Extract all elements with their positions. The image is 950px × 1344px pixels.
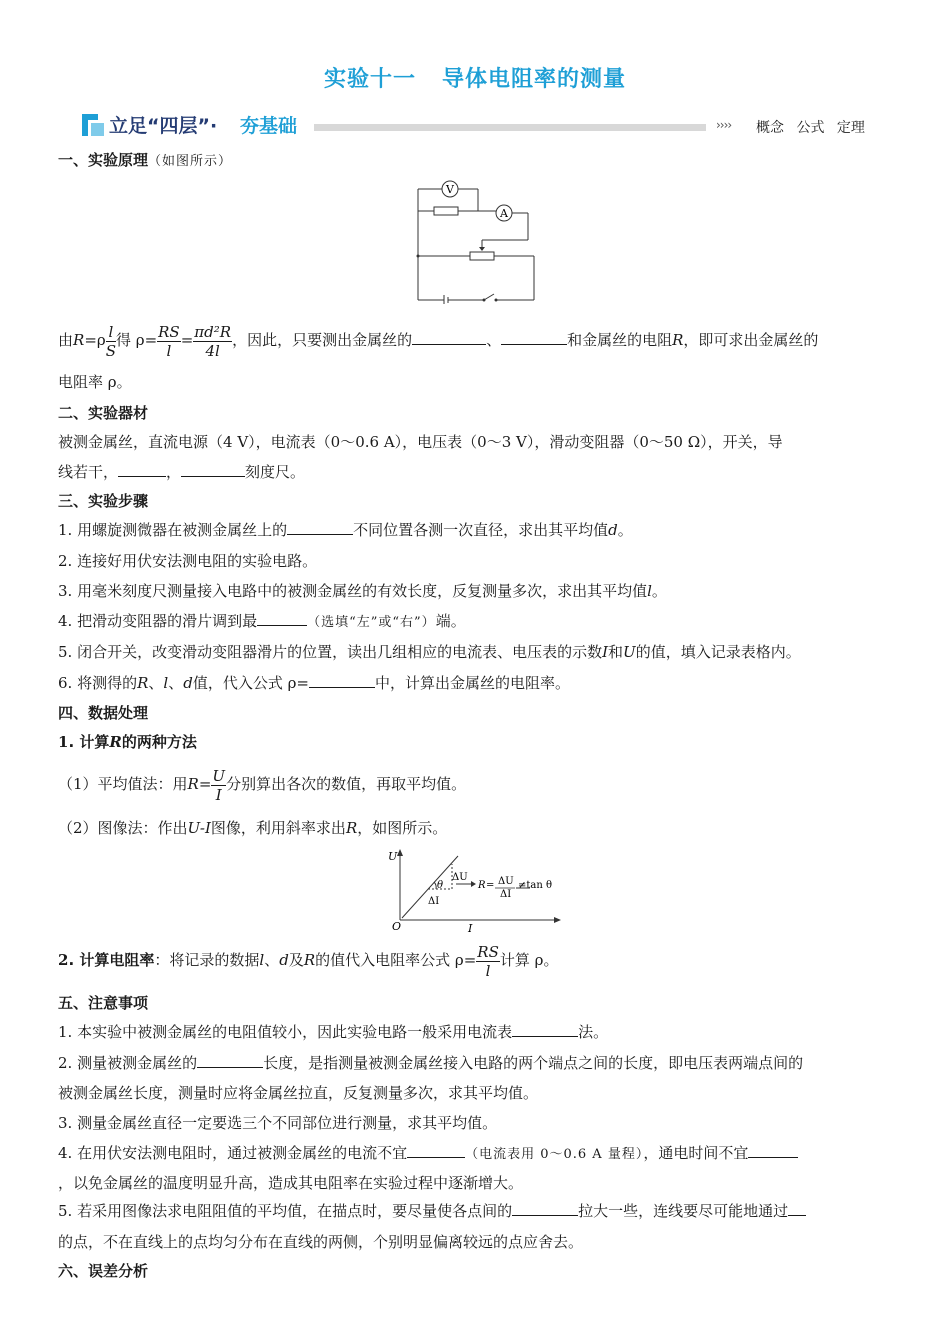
- text: 2. 测量被测金属丝的: [58, 1054, 198, 1072]
- text: =ρ: [84, 331, 106, 349]
- var-R: R: [303, 951, 316, 969]
- text: （选填“左”或“右”）: [307, 615, 436, 630]
- heading-text: 一、实验原理: [58, 151, 149, 169]
- answer-blank[interactable]: [512, 1022, 578, 1037]
- var-I: I: [602, 643, 609, 661]
- banner-main-text: 立足“四层”·: [109, 115, 218, 137]
- answer-blank[interactable]: [407, 1143, 465, 1158]
- page-title: [0, 62, 950, 93]
- section-6-heading: 六、误差分析: [58, 1262, 149, 1280]
- answer-blank[interactable]: [748, 1143, 798, 1158]
- text: 、: [486, 331, 502, 349]
- equipment-line-2: [58, 462, 305, 482]
- text: 线若干，: [58, 463, 119, 481]
- answer-blank[interactable]: [181, 462, 245, 477]
- text: 图像，利用斜率求出: [210, 819, 346, 837]
- text: 计算 ρ。: [499, 951, 559, 969]
- fraction-RS-over-l: [157, 323, 181, 360]
- text: 1. 本实验中被测金属丝的电阻值较小，因此实验电路一般采用电流表: [58, 1023, 513, 1041]
- note-5: [58, 1201, 806, 1221]
- frac-den: S: [105, 341, 116, 360]
- graph-x-label: I: [468, 922, 473, 935]
- step-1: [58, 520, 633, 540]
- frac-den: 4l: [205, 341, 220, 360]
- text: 的值代入电阻率公式 ρ=: [315, 951, 477, 969]
- ammeter-label: A: [500, 207, 508, 220]
- note-4-cont: ，以免金属丝的温度明显升高，造成其电阻率在实验过程中逐渐增大。: [58, 1174, 524, 1192]
- text: 4. 把滑动变阻器的滑片调到最: [58, 612, 258, 630]
- text: 法。: [578, 1023, 609, 1041]
- graph-dU-label: ΔU: [452, 872, 468, 883]
- note-2-cont: 被测金属丝长度，测量时应将金属丝拉直，反复测量多次，求其平均值。: [58, 1084, 539, 1102]
- text: 得 ρ=: [115, 331, 158, 349]
- var-R: R: [187, 775, 199, 793]
- frac-den: l: [485, 961, 491, 980]
- answer-blank[interactable]: [118, 462, 166, 477]
- note-4: [58, 1143, 798, 1165]
- graph-frac-num: ΔU: [498, 876, 514, 887]
- var-d: d: [183, 674, 193, 692]
- u-i-graph: [388, 846, 568, 936]
- text: . 计算电阻率: [68, 951, 155, 969]
- text: . 计算: [68, 733, 110, 751]
- var-UI: U-I: [187, 819, 211, 837]
- text: ，如图所示。: [357, 819, 448, 837]
- subheading-2: [58, 938, 558, 982]
- note-2: [58, 1053, 803, 1073]
- answer-blank[interactable]: [412, 330, 486, 345]
- section-1-heading: [58, 150, 232, 172]
- var-l: l: [259, 951, 265, 969]
- text: ，通电时间不宜: [643, 1144, 749, 1162]
- text: =: [198, 775, 212, 793]
- text: 中，计算出金属丝的电阻率。: [375, 674, 571, 692]
- principle-formula-line: [58, 318, 818, 362]
- frac-num: l: [106, 323, 116, 342]
- step-4: [58, 611, 466, 633]
- title-left: 实验十一: [323, 67, 416, 92]
- frac-num: πd²R: [194, 322, 232, 341]
- text: 值，代入公式 ρ=: [192, 674, 309, 692]
- text: 拉大一些，连线要尽可能地通过: [578, 1202, 789, 1220]
- step-5: [58, 642, 801, 662]
- fraction-RS-over-l: [476, 943, 500, 980]
- text: 。: [617, 521, 633, 539]
- answer-blank[interactable]: [197, 1053, 263, 1068]
- text: 、: [168, 674, 184, 692]
- graph-eq-label: =: [486, 880, 495, 891]
- text: ，因此，只要测出金属丝的: [232, 331, 413, 349]
- var-d: d: [608, 521, 618, 539]
- text: 端。: [435, 612, 466, 630]
- text: 5. 若采用图像法求电阻阻值的平均值，在描点时，要尽量使各点间的: [58, 1202, 513, 1220]
- answer-blank[interactable]: [501, 330, 567, 345]
- graph-origin-label: O: [392, 920, 402, 933]
- text: 不同位置各测一次直径，求出其平均值: [353, 521, 609, 539]
- text: 2: [58, 951, 69, 969]
- section-5-heading: 五、注意事项: [58, 994, 149, 1012]
- text: （1）平均值法：用: [58, 775, 188, 793]
- heading-note: （如图所示）: [148, 154, 233, 169]
- text: 、: [148, 674, 164, 692]
- var-d: d: [279, 951, 289, 969]
- frac-den: l: [166, 341, 172, 360]
- graph-frac-den: ΔI: [500, 889, 512, 900]
- text: =: [180, 331, 194, 349]
- banner-corner-icon: [78, 110, 108, 140]
- text: ，即可求出金属丝的: [683, 331, 819, 349]
- text: （电流表用 0～0.6 A 量程）: [465, 1147, 644, 1162]
- var-l: l: [163, 674, 169, 692]
- var-U: U: [623, 643, 636, 661]
- text: 、: [264, 951, 280, 969]
- title-right: 导体电阻率的测量: [442, 67, 627, 92]
- var-R: R: [672, 331, 684, 349]
- method-1: [58, 762, 466, 806]
- text: 4. 在用伏安法测电阻时，通过被测金属丝的电流不宜: [58, 1144, 408, 1162]
- fraction-U-over-I: [211, 767, 226, 804]
- note-5-cont: 的点，不在直线上的点均匀分布在直线的两侧，个别明显偏离较远的点应舍去。: [58, 1233, 584, 1251]
- answer-blank[interactable]: [309, 673, 375, 688]
- graph-neq-label: ≠tan θ: [518, 880, 552, 891]
- answer-blank[interactable]: [788, 1201, 806, 1216]
- text: 和: [608, 643, 624, 661]
- step-3: [58, 581, 667, 601]
- text: 1: [58, 733, 69, 751]
- principle-continuation: 电阻率 ρ。: [58, 373, 132, 391]
- answer-blank[interactable]: [512, 1201, 578, 1216]
- text: 6. 将测得的: [58, 674, 138, 692]
- subheading-1: [58, 732, 197, 752]
- banner-highlight-text: 夯基础: [240, 115, 298, 137]
- text: 。: [651, 582, 667, 600]
- frac-num: RS: [158, 322, 180, 341]
- section-2-heading: 二、实验器材: [58, 404, 149, 422]
- note-3: 3. 测量金属丝直径一定要选三个不同部位进行测量，求其平均值。: [58, 1114, 498, 1132]
- banner-tags: 概念 公式 定理: [756, 120, 865, 136]
- var-R: R: [109, 733, 122, 751]
- section-banner: [76, 110, 896, 140]
- frac-num: U: [212, 766, 226, 785]
- graph-dI-label: ΔI: [428, 896, 440, 907]
- answer-blank[interactable]: [257, 611, 307, 626]
- text: 1. 用螺旋测微器在被测金属丝上的: [58, 521, 288, 539]
- text: ，: [166, 463, 182, 481]
- section-3-heading: 三、实验步骤: [58, 492, 149, 510]
- text: 由: [58, 331, 74, 349]
- text: 及: [288, 951, 304, 969]
- var-R: R: [137, 674, 149, 692]
- var-R: R: [73, 331, 85, 349]
- frac-den: I: [215, 785, 222, 804]
- graph-R-label: R: [478, 880, 486, 891]
- text: ：将记录的数据: [154, 951, 260, 969]
- text: 的两种方法: [121, 733, 197, 751]
- frac-num: RS: [477, 942, 499, 961]
- text: 5. 闭合开关，改变滑动变阻器滑片的位置，读出几组相应的电流表、电压表的示数: [58, 643, 603, 661]
- equipment-line-1: 被测金属丝，直流电源（4 V），电流表（0～0.6 A），电压表（0～3 V），滑动变阻器（0～50 Ω），开关，导: [58, 433, 783, 451]
- answer-blank[interactable]: [287, 520, 353, 535]
- fraction-pid2R-over-4l: [193, 323, 232, 360]
- text: 长度，是指测量被测金属丝接入电路的两个端点之间的长度，即电压表两端点间的: [263, 1054, 804, 1072]
- circuit-diagram: [412, 180, 542, 304]
- text: 刻度尺。: [245, 463, 306, 481]
- text: 3. 用毫米刻度尺测量接入电路中的被测金属丝的有效长度，反复测量多次，求出其平均值: [58, 582, 648, 600]
- method-2: [58, 818, 447, 838]
- graph-theta-label: θ: [437, 880, 444, 891]
- text: 分别算出各次的数值，再取平均值。: [226, 775, 467, 793]
- text: 和金属丝的电阻: [567, 331, 673, 349]
- var-l: l: [647, 582, 652, 600]
- text: （2）图像法：作出: [58, 819, 188, 837]
- note-1: [58, 1022, 608, 1042]
- var-R: R: [345, 819, 358, 837]
- graph-y-label: U: [388, 850, 398, 863]
- section-4-heading: 四、数据处理: [58, 704, 149, 722]
- banner-arrows-icon: ››››: [716, 118, 732, 132]
- text: 的值，填入记录表格内。: [635, 643, 801, 661]
- banner-bar: [314, 124, 706, 131]
- fraction-l-over-S: [106, 323, 116, 360]
- step-2: 2. 连接好用伏安法测电阻的实验电路。: [58, 552, 318, 570]
- voltmeter-label: V: [446, 183, 454, 196]
- step-6: [58, 673, 570, 693]
